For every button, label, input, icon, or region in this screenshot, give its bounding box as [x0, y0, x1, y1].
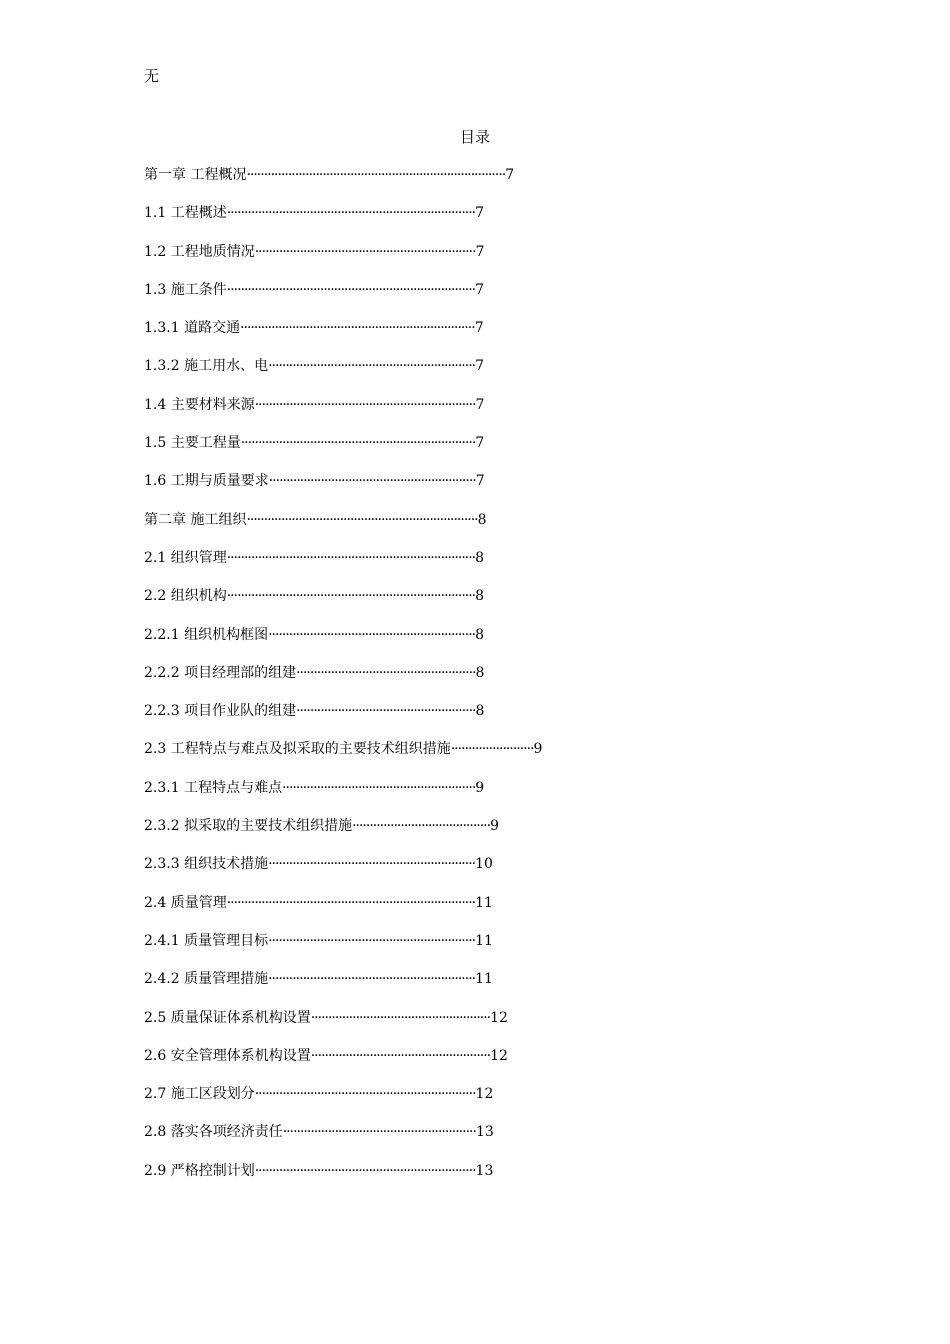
toc-entry-title: 2.6 安全管理体系机构设置 — [144, 1047, 311, 1064]
toc-entry-title: 2.4.2 质量管理措施 — [144, 971, 269, 988]
toc-leader-dots: ········································································ — [226, 894, 476, 911]
toc-leader-dots: ···················································· — [310, 1047, 491, 1064]
toc-entry[interactable] — [144, 701, 704, 739]
toc-entry[interactable] — [144, 739, 704, 777]
header-note: 无 — [144, 67, 160, 85]
toc-leader-dots: ········································································ — [226, 549, 476, 566]
toc-entry-page: 11 — [475, 932, 493, 949]
toc-entry-page: 8 — [477, 511, 487, 528]
toc-entry-page: 11 — [475, 894, 493, 911]
toc-leader-dots: ···························································· — [268, 932, 476, 949]
toc-entry-title: 2.4 质量管理 — [144, 894, 227, 911]
toc-entry[interactable] — [144, 1008, 704, 1046]
toc-leader-dots: ···················································· — [296, 664, 476, 681]
toc-entry-page: 12 — [490, 1009, 508, 1026]
toc-leader-dots: ···································································· — [240, 435, 476, 452]
toc-entry-title: 1.4 主要材料来源 — [144, 396, 255, 413]
toc-entry-page: 12 — [490, 1047, 508, 1064]
toc-entry[interactable] — [144, 548, 704, 586]
toc-entry[interactable] — [144, 1122, 704, 1160]
toc-title: 目录 — [459, 128, 490, 146]
toc-leader-dots: ···························································· — [268, 971, 476, 988]
toc-leader-dots: ···················································· — [310, 1009, 491, 1026]
toc-entry-page: 9 — [490, 818, 500, 835]
toc-entry-page: 8 — [475, 703, 485, 720]
toc-leader-dots: ········································································ — [226, 588, 476, 605]
toc-entry-title: 2.4.1 质量管理目标 — [144, 932, 269, 949]
toc-entry-page: 10 — [475, 856, 493, 873]
toc-entry-title: 2.3.2 拟采取的主要技术组织措施 — [144, 818, 353, 835]
toc-entry-page: 7 — [505, 167, 515, 183]
toc-entry-page: 8 — [475, 664, 485, 681]
toc-entry[interactable] — [144, 203, 704, 241]
toc-entry-page: 8 — [475, 626, 485, 643]
toc-entry[interactable] — [144, 931, 704, 969]
toc-entry[interactable] — [144, 433, 704, 471]
toc-entry[interactable] — [144, 356, 704, 394]
toc-entry-title: 1.6 工期与质量要求 — [144, 473, 269, 490]
toc-entry[interactable] — [144, 893, 704, 931]
toc-entry[interactable] — [144, 854, 704, 892]
toc-entry[interactable] — [144, 318, 704, 356]
toc-leader-dots: ···························································· — [268, 358, 476, 375]
toc-leader-dots: ···························································· — [268, 473, 476, 490]
toc-entry-page: 7 — [475, 473, 485, 490]
toc-entry-title: 第二章 施工组织 — [144, 511, 247, 528]
toc-entry[interactable] — [144, 165, 704, 203]
toc-entry[interactable] — [144, 625, 704, 663]
toc-entry-page: 7 — [475, 243, 485, 260]
toc-leader-dots: ································································ — [254, 1162, 476, 1179]
toc-leader-dots: ··········································································· — [246, 167, 506, 183]
toc-entry-page: 9 — [533, 741, 543, 758]
toc-entry[interactable] — [144, 586, 704, 624]
toc-leader-dots: ································································ — [254, 1086, 476, 1103]
toc-leader-dots: ········································································ — [226, 281, 476, 298]
toc-entry-page: 7 — [475, 281, 485, 298]
toc-leader-dots: ································································ — [254, 243, 476, 260]
toc-entry-title: 2.2.2 项目经理部的组建 — [144, 664, 297, 681]
toc-leader-dots: ························ — [450, 741, 534, 758]
toc-entry-page: 8 — [475, 588, 485, 605]
toc-entry-title: 2.3 工程特点与难点及拟采取的主要技术组织措施 — [144, 741, 451, 758]
toc-entry-title: 2.2.3 项目作业队的组建 — [144, 703, 297, 720]
toc-entry-title: 1.1 工程概述 — [144, 205, 227, 222]
toc-entry-title: 2.1 组织管理 — [144, 549, 227, 566]
toc-entry[interactable] — [144, 1084, 704, 1122]
toc-entry-page: 7 — [475, 358, 485, 375]
toc-leader-dots: ···························································· — [268, 856, 476, 873]
toc-entry-page: 7 — [475, 396, 485, 413]
toc-entry[interactable] — [144, 816, 704, 854]
toc-entry-page: 13 — [475, 1124, 494, 1141]
toc-entry-page: 11 — [475, 971, 493, 988]
toc-entry-title: 2.7 施工区段划分 — [144, 1086, 255, 1103]
toc-entry-title: 2.2 组织机构 — [144, 588, 227, 605]
toc-leader-dots: ························································ — [282, 1124, 476, 1141]
toc-entry-title: 第一章 工程概况 — [144, 167, 247, 183]
toc-entry-page: 8 — [475, 549, 485, 566]
toc-leader-dots: ···················································· — [296, 703, 476, 720]
toc-leader-dots: ································································ — [254, 396, 476, 413]
toc-entry-title: 1.2 工程地质情况 — [144, 243, 255, 260]
toc-entry-title: 2.8 落实各项经济责任 — [144, 1124, 283, 1141]
toc-leader-dots: ··································································· — [246, 511, 478, 528]
table-of-contents — [144, 165, 704, 1199]
toc-entry-page: 12 — [475, 1086, 494, 1103]
toc-entry-title: 2.9 严格控制计划 — [144, 1162, 255, 1179]
toc-leader-dots: ········································ — [352, 818, 491, 835]
toc-leader-dots: ························································ — [282, 779, 476, 796]
toc-entry-title: 2.2.1 组织机构框图 — [144, 626, 269, 643]
toc-entry[interactable] — [144, 510, 704, 548]
toc-leader-dots: ···························································· — [268, 626, 476, 643]
toc-leader-dots: ········································································ — [226, 205, 476, 222]
toc-entry[interactable] — [144, 969, 704, 1007]
toc-entry-page: 13 — [475, 1162, 494, 1179]
toc-entry[interactable] — [144, 1046, 704, 1084]
toc-entry[interactable] — [144, 778, 704, 816]
toc-entry[interactable] — [144, 1161, 704, 1199]
toc-entry-title: 2.3.3 组织技术措施 — [144, 856, 269, 873]
toc-entry[interactable] — [144, 395, 704, 433]
toc-entry-page: 7 — [475, 435, 485, 452]
toc-entry-page: 9 — [475, 779, 485, 796]
toc-entry-title: 2.3.1 工程特点与难点 — [144, 779, 283, 796]
toc-entry-page: 7 — [474, 320, 484, 337]
toc-entry-title: 2.5 质量保证体系机构设置 — [144, 1009, 311, 1026]
toc-entry[interactable] — [144, 242, 704, 280]
toc-entry-title: 1.3.1 道路交通 — [144, 320, 241, 337]
toc-entry-title: 1.5 主要工程量 — [144, 435, 241, 452]
toc-entry[interactable] — [144, 280, 704, 318]
toc-entry-title: 1.3.2 施工用水、电 — [144, 358, 269, 375]
toc-entry-page: 7 — [475, 205, 485, 222]
toc-entry[interactable] — [144, 471, 704, 509]
toc-entry-title: 1.3 施工条件 — [144, 281, 227, 298]
toc-leader-dots: ···································································· — [240, 320, 475, 337]
toc-entry[interactable] — [144, 663, 704, 701]
